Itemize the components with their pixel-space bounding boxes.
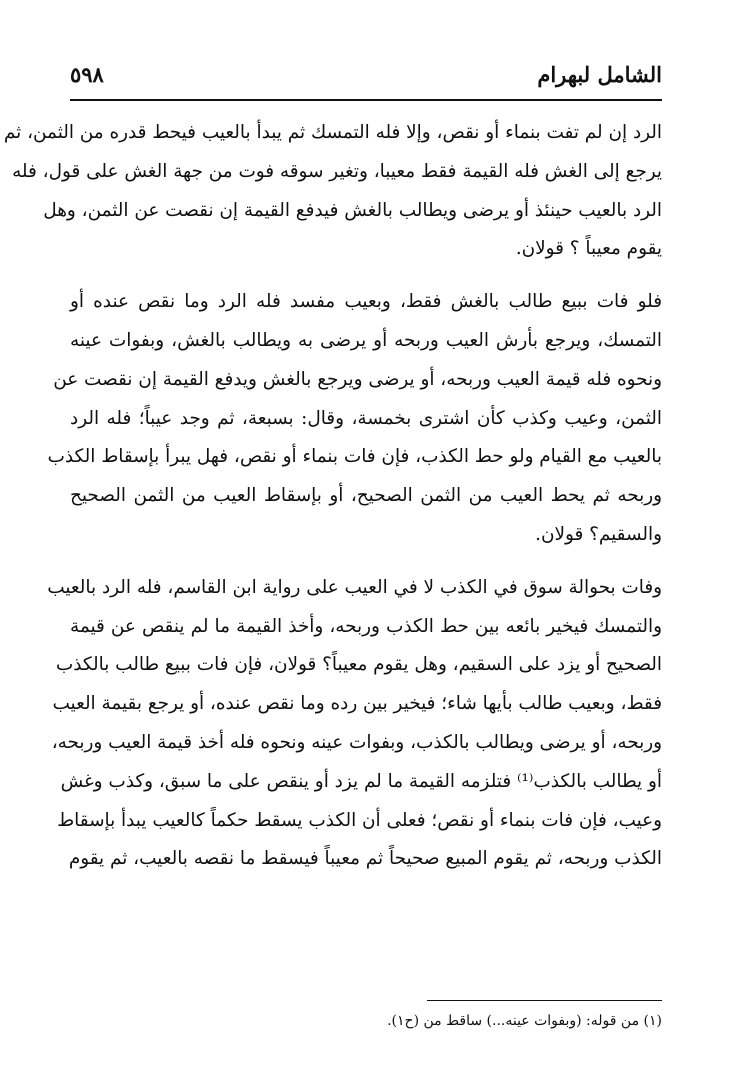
text-line: فقط، وبعيب طالب بأيها شاء؛ فيخير بين رده وما نقص عنده، أو يرجع بقيمة العيب xyxy=(52,693,662,715)
text-line: يقوم معيباً ؟ قولان. xyxy=(515,238,662,260)
running-title: الشامل لبهرام xyxy=(537,62,662,87)
text-line: أو يطالب بالكذب⁽¹⁾ فتلزمه القيمة ما لم يزد أو ينقص على ما سبق، وكذب وغش xyxy=(60,770,662,792)
text-line: فلو فات ببيع طالب بالغش فقط، وبعيب مفسد فله الرد وما نقص عنده أو xyxy=(70,291,662,313)
body-text xyxy=(3,114,662,879)
paragraph-1 xyxy=(3,114,662,269)
text-line: والسقيم؟ قولان. xyxy=(535,523,662,545)
page-number: ٥٩٨ xyxy=(70,62,104,87)
paragraph-3 xyxy=(47,569,662,879)
text-line: وربحه، أو يرضى ويطالب بالكذب، وبفوات عينه ونحوه فله أخذ قيمة العيب وربحه، xyxy=(51,731,662,753)
text-line: ونحوه فله قيمة العيب وربحه، أو يرضى ويرجع بالغش ويدفع القيمة إن نقصت عن xyxy=(53,368,662,390)
page-header xyxy=(70,60,662,100)
footnote-rule xyxy=(427,1000,662,1001)
text-line: الصحيح أو يزد على السقيم، وهل يقوم معيباً؟ قولان، فإن فات ببيع طالب بالكذب xyxy=(55,654,662,676)
text-line: وربحه ثم يحط العيب من الثمن الصحيح، أو بإسقاط العيب من الثمن الصحيح xyxy=(70,485,662,507)
text-line: وفات بحوالة سوق في الكذب لا في العيب على رواية ابن القاسم، فله الرد بالعيب xyxy=(47,576,662,598)
header-rule xyxy=(70,99,662,101)
text-line: وعيب، فإن فات بنماء أو نقص؛ فعلى أن الكذب يسقط حكماً كالعيب يبدأ بإسقاط xyxy=(57,809,662,831)
paragraph-2 xyxy=(47,283,662,555)
text-line: بالعيب مع القيام ولو حط الكذب، فإن فات بنماء أو نقص، فهل يبرأ بإسقاط الكذب xyxy=(47,446,662,468)
text-line: يرجع إلى الغش فله القيمة فقط معيبا، وتغير سوقه فوت من جهة الغش على قول، فله xyxy=(12,160,662,182)
text-line: الرد إن لم تفت بنماء أو نقص، وإلا فله التمسك ثم يبدأ بالعيب فيحط قدره من الثمن، ثم xyxy=(3,122,662,143)
text-line: الرد بالعيب حينئذ أو يرضى ويطالب بالغش فيدفع القيمة إن نقصت عن الثمن، وهل xyxy=(43,199,662,221)
footnote: (١) من قوله: (وبفوات عينه...) ساقط من (ح١). xyxy=(387,1013,662,1029)
text-line: الكذب وربحه، ثم يقوم المبيع صحيحاً ثم معيباً فيسقط ما نقصه بالعيب، ثم يقوم xyxy=(68,848,662,870)
text-line: التمسك، ويرجع بأرش العيب وربحه أو يرضى به ويطالب بالغش، وبفوات عينه xyxy=(70,329,662,351)
text-line: الثمن، وعيب وكذب كأن اشترى بخمسة، وقال: بسبعة، ثم وجد عيباً؛ فله الرد xyxy=(70,407,662,429)
text-line: والتمسك فيخير بائعه بين حط الكذب وربحه، وأخذ القيمة ما لم ينقص عن قيمة xyxy=(70,615,662,637)
